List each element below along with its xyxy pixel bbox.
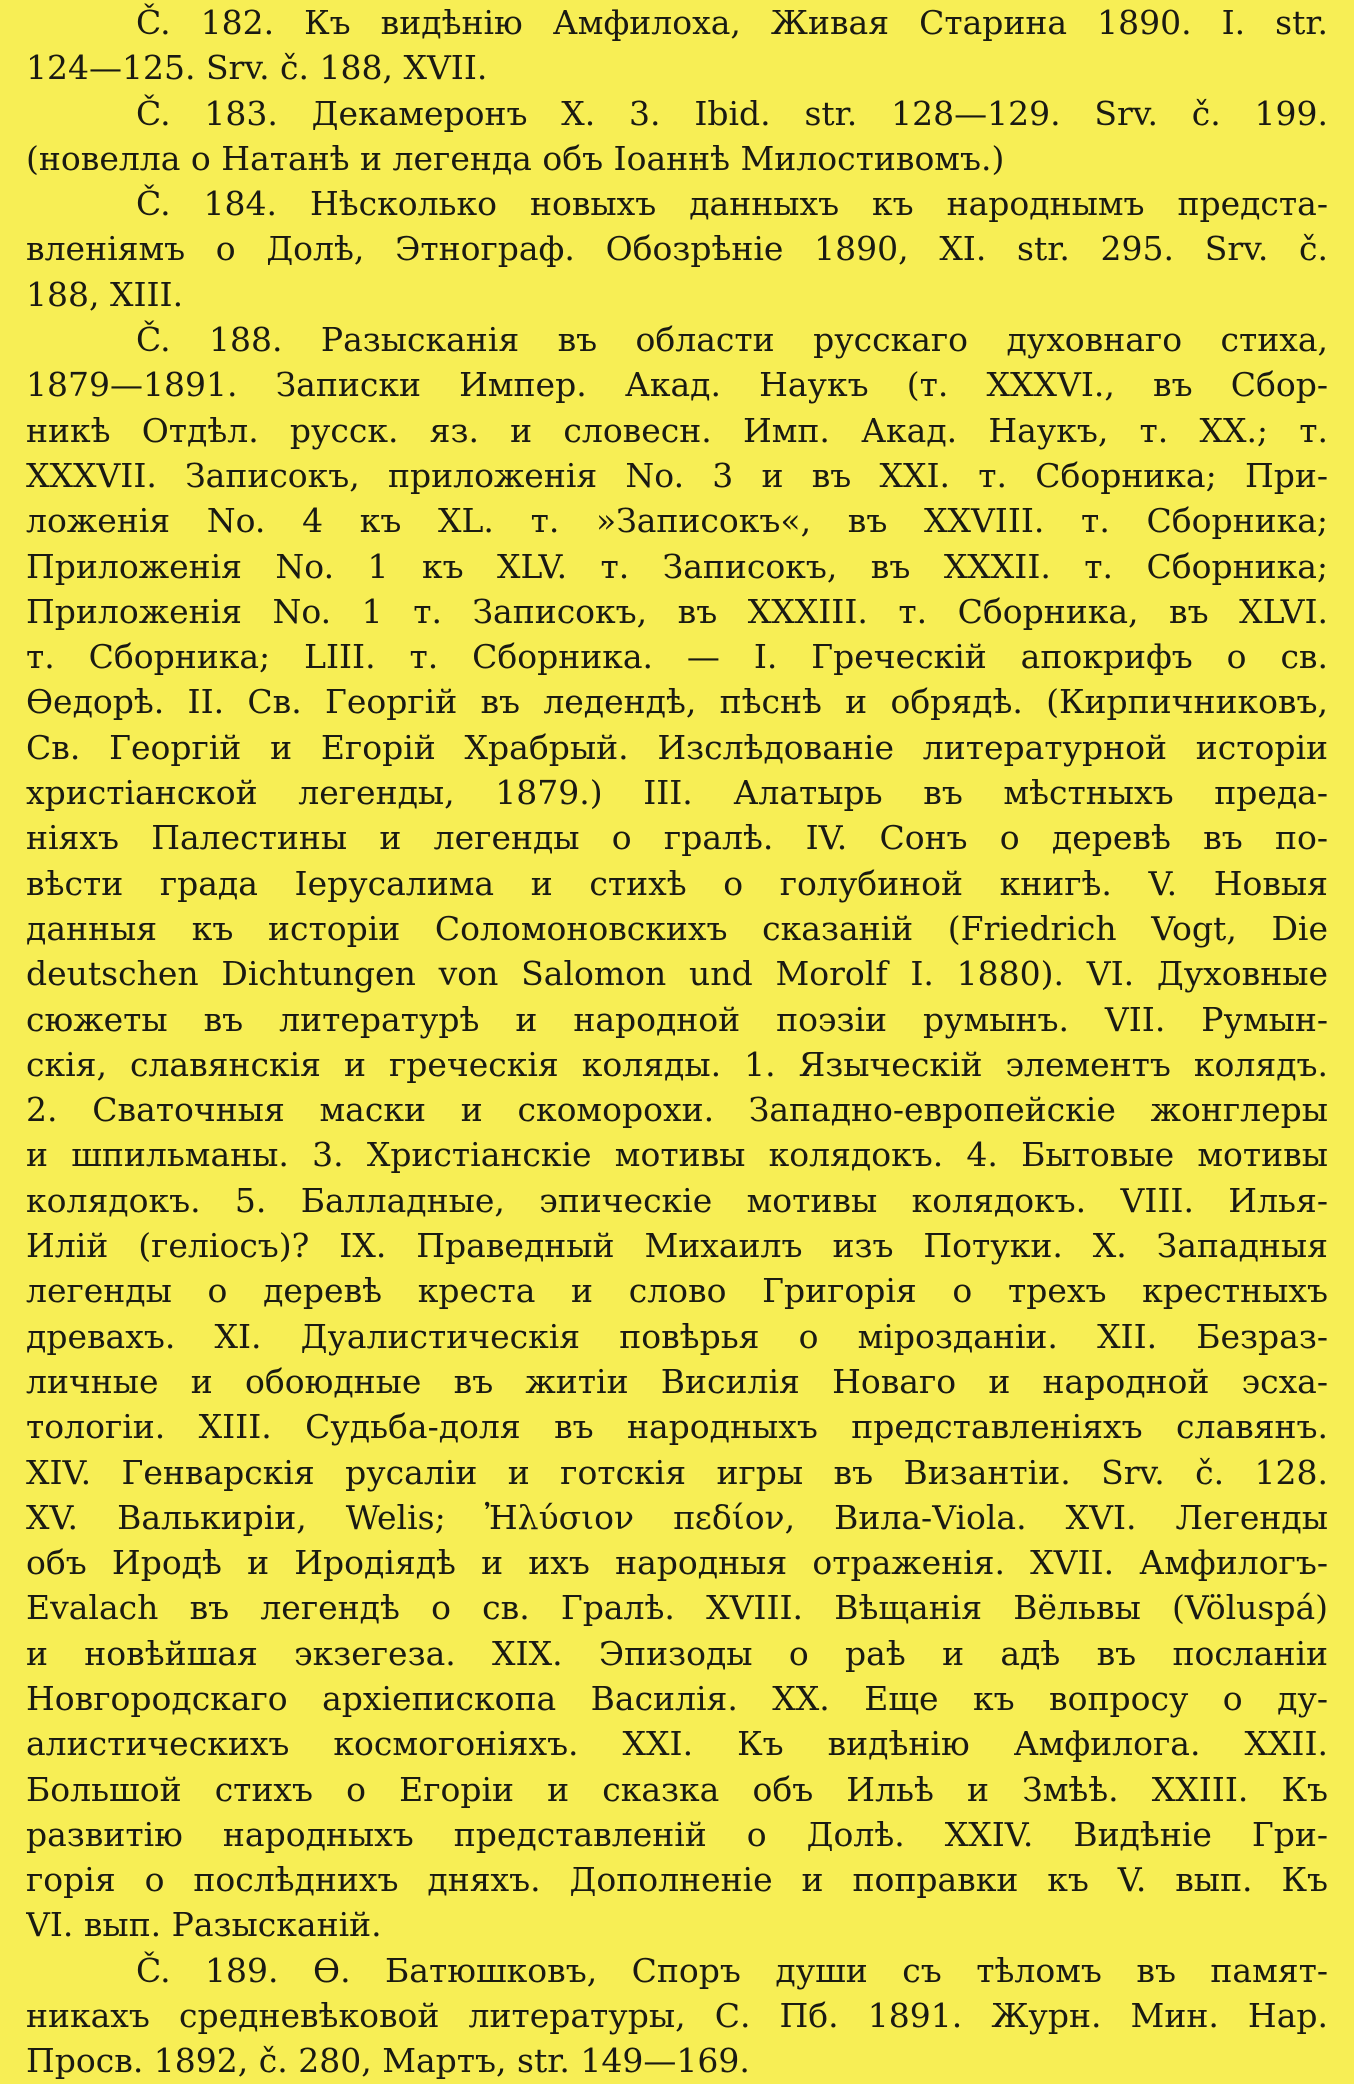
text-line: VI. вып. Разысканій. [26,1905,382,1945]
text-line: алистическихъ космогоніяхъ. XXI. Къ видѣнію Амфилога. XXII. [26,1724,1328,1764]
text-line: Большой стихъ о Егоріи и сказка объ Ильѣ и Змѣѣ. XXIII. Къ [26,1769,1328,1809]
text-line: Evalach въ легендѣ о св. Гралѣ. XVIII. Вѣщанія Вёльвы (Völuspá) [26,1588,1328,1628]
text-line: XIV. Генварскія русаліи и готскія игры въ Византіи. Srv. č. 128. [26,1452,1328,1492]
bibliography-entry-c182 [26,0,1328,91]
text-line: Приложенія No. 1 т. Записокъ, въ XXXIII. т. Сборника, въ XLVI. [26,591,1328,631]
text-line: христіанской легенды, 1879.) III. Алатырь въ мѣстныхъ преда- [26,773,1328,813]
text-line: Св. Георгій и Егорій Храбрый. Изслѣдованіе литературной исторіи [26,727,1328,767]
text-line: древахъ. XI. Дуалистическія повѣрья о мірозданіи. XII. Безраз- [26,1316,1328,1356]
text-line: 188, XIII. [26,274,184,314]
text-line: Приложенія No. 1 къ XLV. т. Записокъ, въ XXXII. т. Сборника; [26,546,1328,586]
text-line: deutschen Dichtungen von Salomon und Morolf I. 1880). VI. Духовные [26,954,1328,994]
text-line: Просв. 1892, č. 280, Мартъ, str. 149—169. [26,2041,750,2081]
text-line: ніяхъ Палестины и легенды о гралѣ. IV. Сонъ о деревѣ въ по- [26,818,1328,858]
text-line: развитію народныхъ представленій о Долѣ. XXIV. Видѣніе Гри- [26,1814,1328,1854]
text-line: Новгородскаго архіепископа Василія. XX. Еще къ вопросу о ду- [26,1678,1328,1718]
text-line: Č. 188. Разысканія въ области русскаго духовнаго стиха, [136,320,1328,360]
text-line: объ Иродѣ и Иродіядѣ и ихъ народныя отраженія. XVII. Амфилогъ- [26,1543,1328,1583]
text-line: личные и обоюдные въ житіи Висилія Новаго и народной эсха- [26,1361,1328,1401]
bibliography-entry-c189 [26,1948,1328,2084]
text-line: Č. 182. Къ видѣнію Амфилоха, Живая Старина 1890. I. str. [136,3,1328,42]
text-line: вѣсти града Іерусалима и стихѣ о голубиной книгѣ. V. Новыя [26,863,1328,903]
text-line: никѣ Отдѣл. русск. яз. и словесн. Имп. Акад. Наукъ, т. XX.; т. [26,410,1328,450]
text-line: т. Сборника; LIII. т. Сборника. — I. Греческій апокрифъ о св. [26,637,1328,677]
text-line: 124—125. Srv. č. 188, XVII. [26,48,488,88]
text-line: колядокъ. 5. Балладные, эпическіе мотивы колядокъ. VIII. Илья- [26,1180,1328,1220]
bibliography-entry-c188 [26,317,1328,1948]
bibliography-entry-c183 [26,91,1328,182]
text-line: сюжеты въ литературѣ и народной поэзіи румынъ. VII. Румын- [26,999,1328,1039]
text-line: XXXVII. Записокъ, приложенія No. 3 и въ XXI. т. Сборника; При- [26,455,1328,495]
text-line: легенды о деревѣ креста и слово Григорія о трехъ крестныхъ [26,1271,1328,1311]
text-line: XV. Валькиріи, Welis; Ἠλύσιον πεδίον, Вила-Viola. XVI. Легенды [26,1497,1328,1537]
text-line: горія о послѣднихъ дняхъ. Дополненіе и поправки къ V. вып. Къ [26,1860,1328,1900]
text-line: данныя къ исторіи Соломоновскихъ сказаній (Friedrich Vogt, Die [26,908,1328,948]
bibliography-text [26,0,1328,2084]
text-line: и новѣйшая экзегеза. XIX. Эпизоды о раѣ и адѣ въ посланіи [26,1633,1328,1673]
bibliography-entry-c184 [26,181,1328,317]
text-line: скія, славянскія и греческія коляды. 1. Языческій элементъ колядъ. [26,1044,1328,1084]
text-line: 1879—1891. Записки Импер. Акад. Наукъ (т. XXXVI., въ Сбор- [26,365,1328,405]
text-line: тологіи. XIII. Судьба-доля въ народныхъ представленіяхъ славянъ. [26,1407,1328,1447]
text-line: Č. 184. Нѣсколько новыхъ данныхъ къ народнымъ предста- [136,184,1328,224]
text-line: никахъ средневѣковой литературы, С. Пб. 1891. Журн. Мин. Нар. [26,1996,1328,2036]
text-line: Č. 189. Ө. Батюшковъ, Споръ души съ тѣломъ въ памят- [136,1950,1328,1990]
text-line: 2. Сваточныя маски и скоморохи. Западно-европейскіе жонглеры [26,1090,1328,1130]
text-line: Илій (геліосъ)? IX. Праведный Михаилъ изъ Потуки. X. Западныя [26,1226,1328,1266]
text-line: Č. 183. Декамеронъ X. 3. Ibid. str. 128—129. Srv. č. 199. [136,93,1328,133]
text-line: ложенія No. 4 къ XL. т. »Записокъ«, въ XXVIII. т. Сборника; [26,501,1328,541]
text-line: вленіямъ о Долѣ, Этнограф. Обозрѣніе 1890, XI. str. 295. Srv. č. [26,229,1328,269]
text-line: Өедорѣ. II. Св. Георгій въ ледендѣ, пѣснѣ и обрядѣ. (Кирпичниковъ, [26,682,1328,722]
text-line: и шпильманы. 3. Христіанскіе мотивы колядокъ. 4. Бытовые мотивы [26,1135,1328,1175]
text-line: (новелла о Натанѣ и легенда объ Іоаннѣ Милостивомъ.) [26,138,1005,178]
